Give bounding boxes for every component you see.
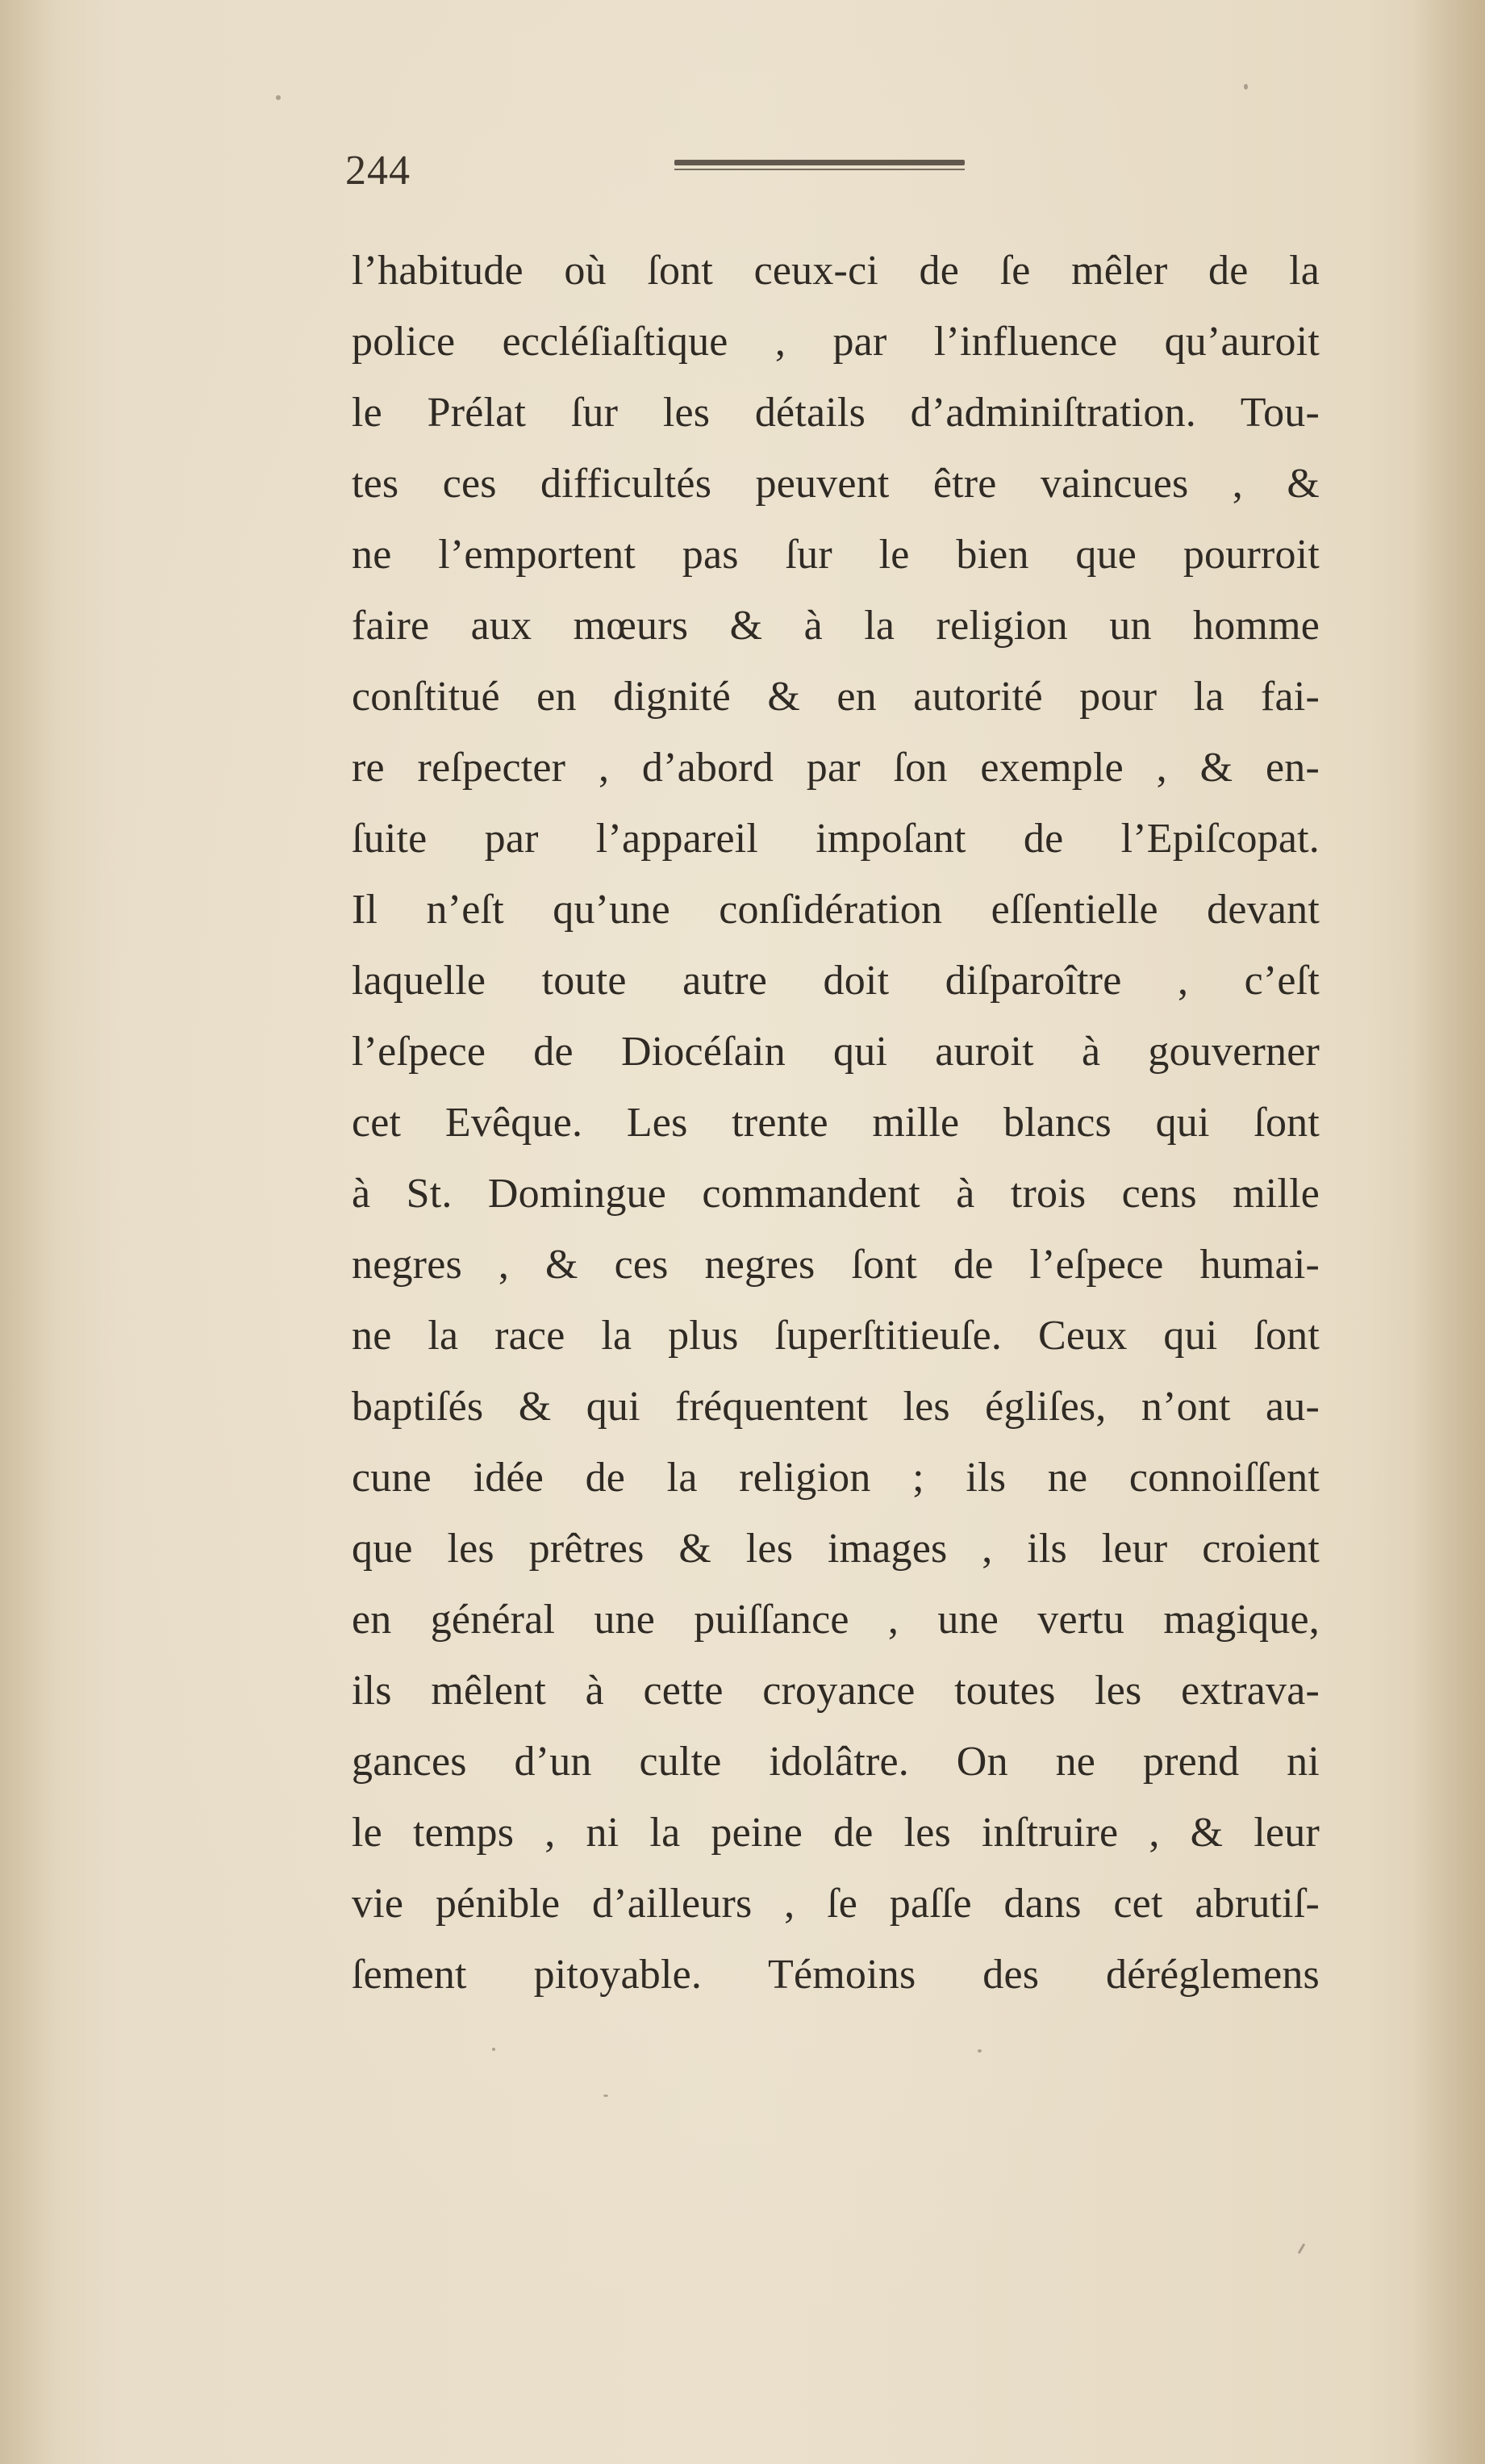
paper-speck [492,2048,495,2051]
text-line: negres , & ces negres ſont de l’eſpece humai- [352,1242,1320,1288]
text-line: gances d’un culte idolâtre. On ne prend ni [352,1739,1320,1785]
text-line: ils mêlent à cette croyance toutes les extrava- [352,1668,1320,1714]
header-rule-thick [674,160,965,165]
paper-speck [1298,2243,1306,2254]
paper-speck [603,2094,608,2097]
text-line: le Prélat ſur les détails d’adminiſtration. Tou- [352,390,1320,436]
page-edge-shadow-right [1412,0,1485,2464]
header-rule [674,160,965,171]
text-line: le temps , ni la peine de les inſtruire , & leur [352,1810,1320,1856]
paper-speck [1244,84,1248,90]
text-line: à St. Domingue commandent à trois cens mille [352,1171,1320,1217]
text-line: ne la race la plus ſuperſtitieuſe. Ceux qui ſont [352,1313,1320,1359]
text-line: re reſpecter , d’abord par ſon exemple , & en- [352,745,1320,791]
header-rule-thin [674,169,965,170]
paper-speck [978,2049,982,2053]
text-line: l’habitude où ſont ceux-ci de ſe mêler de la [352,248,1320,294]
text-line: tes ces difficultés peuvent être vaincues , & [352,461,1320,507]
text-line: laquelle toute autre doit diſparoître , c’eſt [352,958,1320,1004]
text-line: conſtitué en dignité & en autorité pour la fai- [352,674,1320,720]
text-line: Il n’eſt qu’une conſidération eſſentielle devant [352,887,1320,933]
text-line: cet Evêque. Les trente mille blancs qui ſont [352,1100,1320,1146]
text-line: police eccléſiaſtique , par l’influence qu’auroit [352,319,1320,365]
text-line: ne l’emportent pas ſur le bien que pourroit [352,532,1320,578]
text-line: en général une puiſſance , une vertu magique, [352,1597,1320,1643]
text-line: que les prêtres & les images , ils leur croient [352,1526,1320,1572]
text-line: ſuite par l’appareil impoſant de l’Epiſcopat. [352,816,1320,862]
text-line: cune idée de la religion ; ils ne connoiſſent [352,1455,1320,1501]
text-line: ſement pitoyable. Témoins des déréglemens [352,1952,1320,1998]
page-edge-shadow-left [0,0,56,2464]
text-line: baptiſés & qui fréquentent les égliſes, n’ont au- [352,1384,1320,1430]
text-line: faire aux mœurs & à la religion un homme [352,603,1320,649]
page-number: 244 [345,148,411,194]
paper-speck [276,95,281,100]
text-line: vie pénible d’ailleurs , ſe paſſe dans cet abrutiſ- [352,1881,1320,1927]
body-text [352,236,1320,2011]
text-line: l’eſpece de Diocéſain qui auroit à gouverner [352,1029,1320,1075]
